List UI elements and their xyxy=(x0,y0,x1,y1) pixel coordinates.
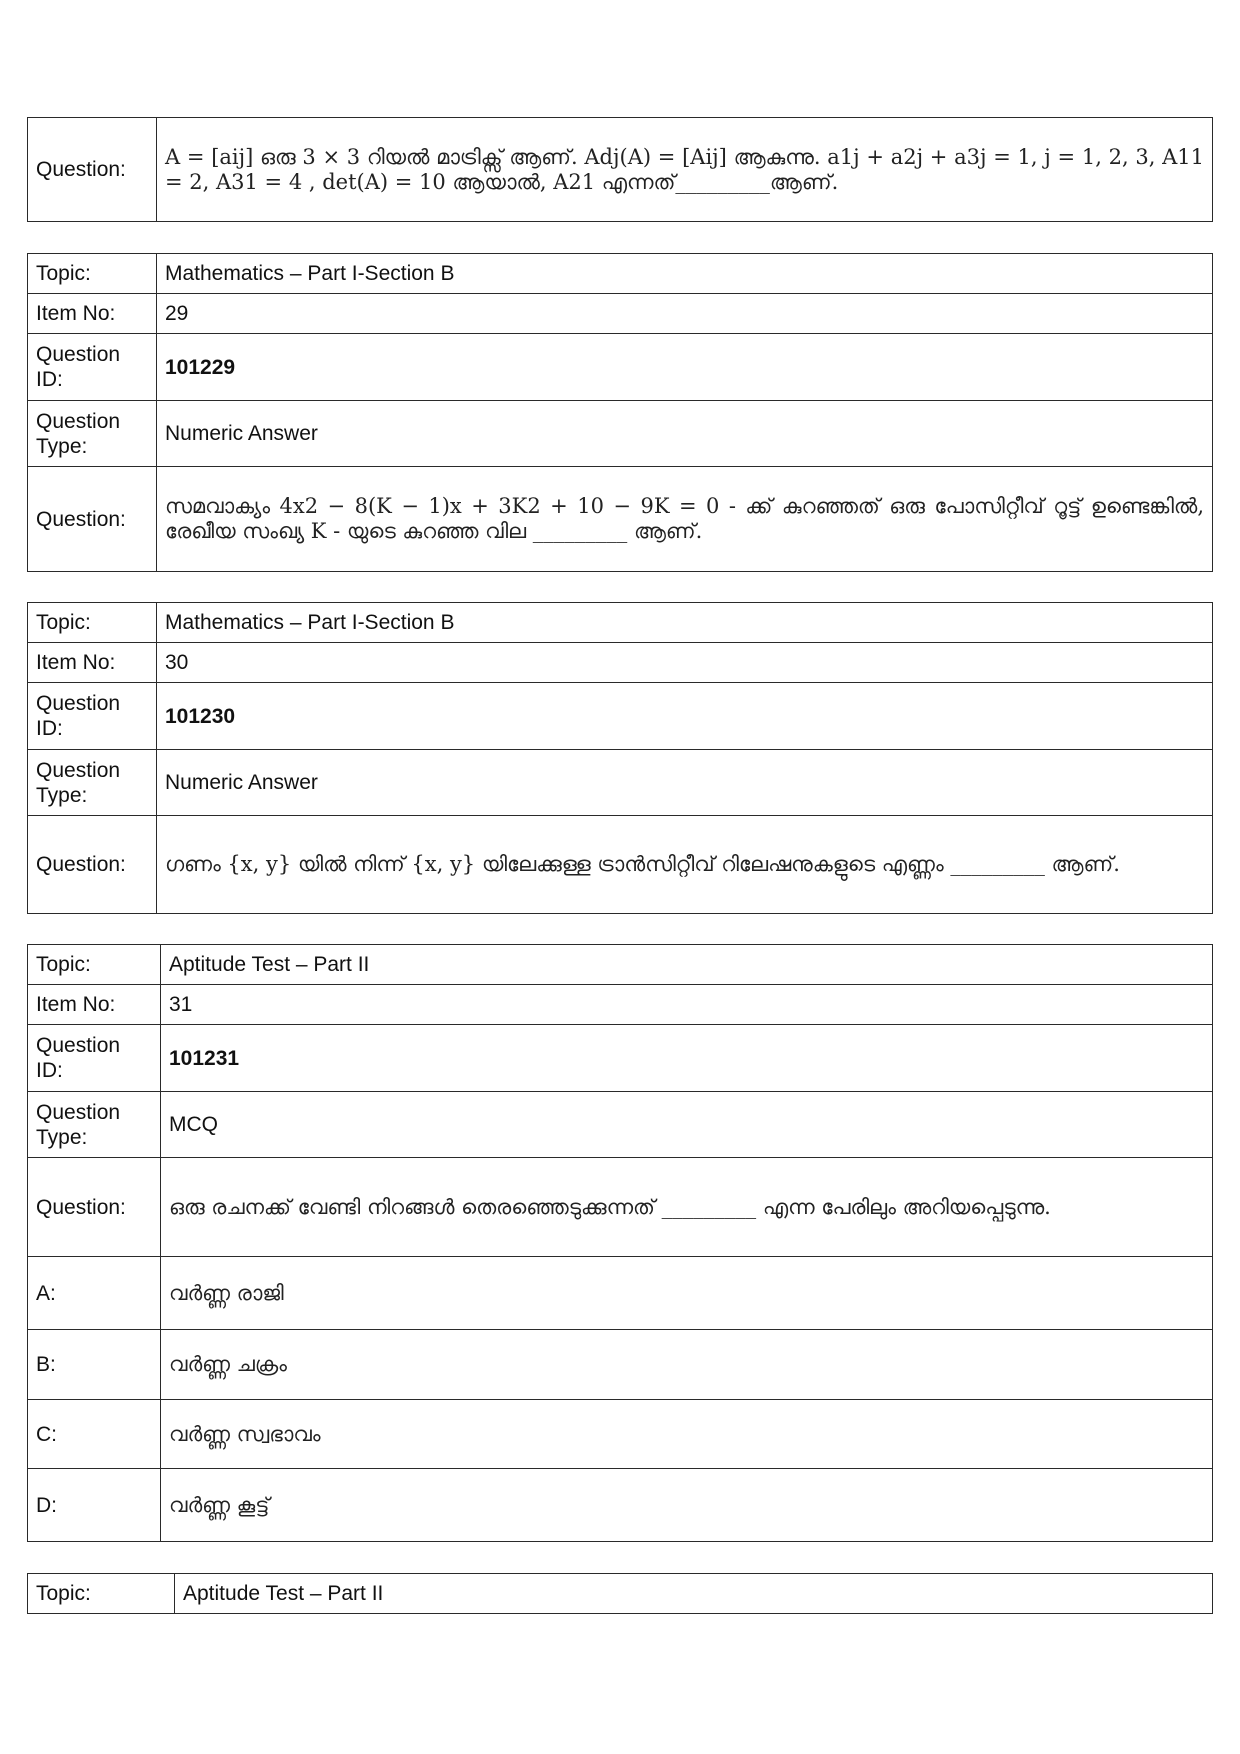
qid-value: 101230 xyxy=(157,683,1213,750)
question-label: Question: xyxy=(28,816,157,914)
item-label: Item No: xyxy=(28,643,157,683)
qtype-row xyxy=(28,401,1213,467)
option-d-label: D: xyxy=(28,1469,161,1542)
qtype-row xyxy=(28,750,1213,816)
item-value: 31 xyxy=(161,985,1213,1025)
topic-row xyxy=(28,1574,1213,1614)
question-row xyxy=(28,118,1213,222)
question-text: സമവാക്യം 4x2 − 8(K − 1)x + 3K2 + 10 − 9K = 0 - ക്ക് കുറഞ്ഞത് ഒരു പോസിറ്റീവ് റൂട്ട് ഉണ്ടെങ്കിൽ, രേഖീയ സംഖ്യ K - യുടെ കുറഞ്ഞ വില _________ ആണ്. xyxy=(157,467,1213,572)
option-row-a xyxy=(28,1257,1213,1330)
item-value: 29 xyxy=(157,294,1213,334)
option-c-label: C: xyxy=(28,1400,161,1469)
topic-label: Topic: xyxy=(28,254,157,294)
qid-label: Question ID: xyxy=(28,334,157,401)
topic-row xyxy=(28,603,1213,643)
qtype-label: Question Type: xyxy=(28,1092,161,1158)
question-text: A = [aij] ഒരു 3 × 3 റിയൽ മാട്രിക്സ് ആണ്. Adj(A) = [Aij] ആകുന്നു. a1j + a2j + a3j = 1, j = 1, 2, 3, A11 = 2, A31 = 4 , det(A) = 10 ആയാൽ, A21 എന്നത്_________ആണ്. xyxy=(157,118,1213,222)
question-block-28 xyxy=(27,117,1213,222)
qid-value: 101229 xyxy=(157,334,1213,401)
option-a-label: A: xyxy=(28,1257,161,1330)
question-block-31 xyxy=(27,944,1213,1542)
qid-row xyxy=(28,683,1213,750)
item-label: Item No: xyxy=(28,294,157,334)
qid-row xyxy=(28,334,1213,401)
qid-row xyxy=(28,1025,1213,1092)
qtype-label: Question Type: xyxy=(28,401,157,467)
option-a-text: വർണ്ണ രാജി xyxy=(161,1257,1213,1330)
question-row xyxy=(28,1158,1213,1257)
topic-label: Topic: xyxy=(28,1574,175,1614)
option-row-c xyxy=(28,1400,1213,1469)
option-row-d xyxy=(28,1469,1213,1542)
option-row-b xyxy=(28,1330,1213,1400)
question-text: ഒരു രചനക്ക് വേണ്ടി നിറങ്ങൾ തെരഞ്ഞെടുക്കുന്നത് _________ എന്ന പേരിലും അറിയപ്പെടുന്നു. xyxy=(161,1158,1213,1257)
qtype-value: MCQ xyxy=(161,1092,1213,1158)
item-value: 30 xyxy=(157,643,1213,683)
question-label: Question: xyxy=(28,118,157,222)
option-b-label: B: xyxy=(28,1330,161,1400)
item-row xyxy=(28,294,1213,334)
question-label: Question: xyxy=(28,1158,161,1257)
topic-row xyxy=(28,254,1213,294)
question-block-30 xyxy=(27,602,1213,914)
option-b-text: വർണ്ണ ചക്രം xyxy=(161,1330,1213,1400)
qtype-row xyxy=(28,1092,1213,1158)
topic-value: Mathematics – Part I-Section B xyxy=(157,254,1213,294)
topic-label: Topic: xyxy=(28,945,161,985)
topic-value: Aptitude Test – Part II xyxy=(161,945,1213,985)
question-block-29 xyxy=(27,253,1213,572)
question-text: ഗണം {x, y} യിൽ നിന്ന് {x, y} യിലേക്കുള്ള ട്രാൻസിറ്റീവ് റിലേഷനുകളുടെ എണ്ണം _________ ആണ്. xyxy=(157,816,1213,914)
qid-label: Question ID: xyxy=(28,683,157,750)
qtype-value: Numeric Answer xyxy=(157,401,1213,467)
qtype-label: Question Type: xyxy=(28,750,157,816)
option-d-text: വർണ്ണ കൂട്ട് xyxy=(161,1469,1213,1542)
topic-value: Mathematics – Part I-Section B xyxy=(157,603,1213,643)
question-row xyxy=(28,467,1213,572)
qid-label: Question ID: xyxy=(28,1025,161,1092)
topic-label: Topic: xyxy=(28,603,157,643)
question-row xyxy=(28,816,1213,914)
topic-row xyxy=(28,945,1213,985)
item-row xyxy=(28,985,1213,1025)
item-label: Item No: xyxy=(28,985,161,1025)
qid-value: 101231 xyxy=(161,1025,1213,1092)
question-block-32 xyxy=(27,1573,1213,1614)
option-c-text: വർണ്ണ സ്വഭാവം xyxy=(161,1400,1213,1469)
item-row xyxy=(28,643,1213,683)
qtype-value: Numeric Answer xyxy=(157,750,1213,816)
question-label: Question: xyxy=(28,467,157,572)
topic-value: Aptitude Test – Part II xyxy=(175,1574,1213,1614)
